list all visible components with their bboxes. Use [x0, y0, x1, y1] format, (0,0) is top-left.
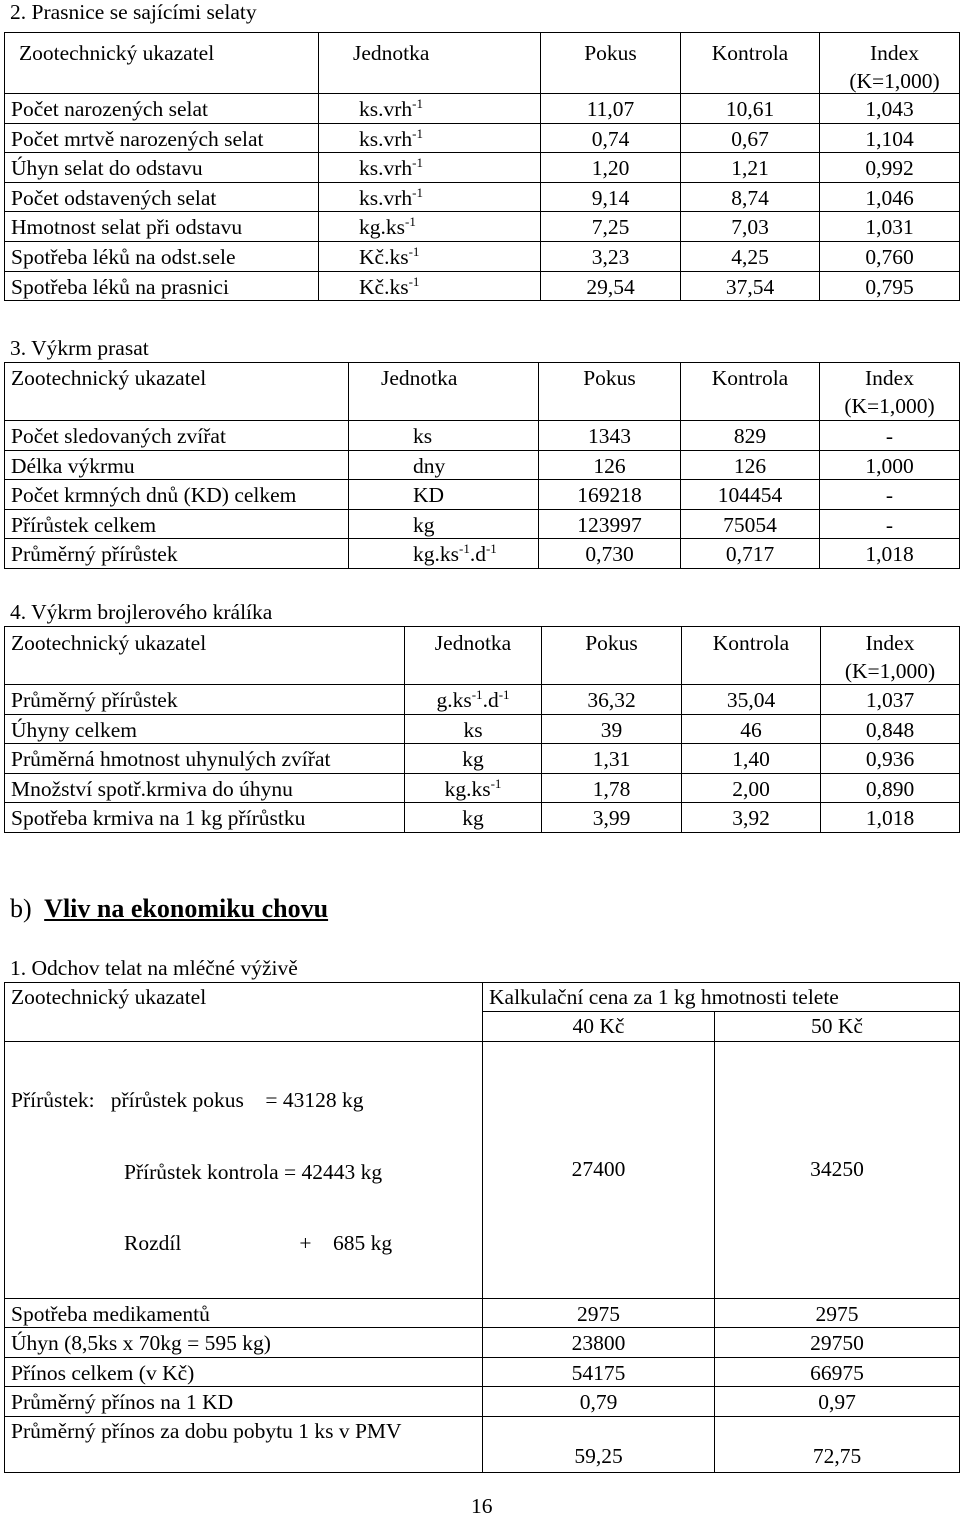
row-unit [405, 803, 542, 833]
row-value: 59,25 [483, 1416, 715, 1472]
section-b-title: Vliv na ekonomiku chovu [44, 894, 329, 923]
price-header: 50 Kč [715, 1012, 960, 1042]
section-heading: 4. Výkrm brojlerového králíka [10, 600, 273, 624]
row-pokus: 169218 [539, 480, 681, 510]
row-label: Průměrný přírůstek [5, 685, 405, 715]
row-pokus: 1343 [539, 421, 681, 451]
row-kontrola: 10,61 [681, 94, 820, 124]
row-value: 2975 [715, 1298, 960, 1328]
row-unit [349, 480, 539, 510]
row-kontrola: 2,00 [682, 773, 821, 803]
row-index: 0,992 [820, 153, 960, 183]
row-label: Průměrný přínos na 1 KD [5, 1387, 483, 1417]
col-header: Pokus [541, 33, 681, 94]
row-unit [319, 94, 541, 124]
row-pokus: 29,54 [541, 271, 681, 301]
row-kontrola: 35,04 [682, 685, 821, 715]
table-row [5, 773, 960, 803]
unit-exponent: -1 [490, 775, 502, 791]
row-label: Průměrný přírůstek [5, 539, 349, 569]
unit-text: ks.vrh [359, 156, 413, 181]
table-row [5, 1328, 960, 1358]
row-label: Počet mrtvě narozených selat [5, 123, 319, 153]
row-kontrola: 104454 [681, 480, 820, 510]
table-row [5, 241, 960, 271]
table-row [5, 1298, 960, 1328]
row-unit [319, 153, 541, 183]
table-row [5, 1357, 960, 1387]
row-index: 0,848 [821, 714, 960, 744]
page-number: 16 [471, 1494, 493, 1518]
section-heading: 1. Odchov telat na mléčné výživě [10, 956, 298, 980]
row-label: Spotřeba krmiva na 1 kg přírůstku [5, 803, 405, 833]
unit-exponent: -1 [459, 541, 470, 557]
unit-exponent: -1 [408, 273, 420, 289]
row-kontrola: 75054 [681, 509, 820, 539]
table-row [5, 480, 960, 510]
row-index: 0,795 [820, 271, 960, 301]
col-header: Index (K=1,000) [820, 33, 960, 94]
row-index: 1,018 [820, 539, 960, 569]
table-header-row [5, 363, 960, 421]
row-unit [349, 421, 539, 451]
row-label: Spotřeba léků na prasnici [5, 271, 319, 301]
unit-text: ks [463, 717, 483, 742]
unit-text: ks.vrh [359, 185, 413, 210]
row-unit [349, 509, 539, 539]
unit-text: kg [413, 512, 435, 537]
unit-text: KD [413, 483, 445, 508]
row-pokus: 1,20 [541, 153, 681, 183]
table-header-row [5, 627, 960, 685]
row-kontrola: 8,74 [681, 182, 820, 212]
unit-exponent: -1 [412, 125, 423, 141]
section-b-prefix: b) [10, 894, 32, 923]
row-label: Počet krmných dnů (KD) celkem [5, 480, 349, 510]
table-row [5, 212, 960, 242]
row-label: Spotřeba léků na odst.sele [5, 241, 319, 271]
unit-exponent: -1 [412, 96, 423, 111]
table-header-row [5, 983, 960, 1012]
unit-exponent: -1 [405, 214, 416, 230]
row-unit [319, 271, 541, 301]
table-row [5, 509, 960, 539]
row-pokus: 126 [539, 450, 681, 480]
row-index: - [820, 509, 960, 539]
row-value: 2975 [483, 1298, 715, 1328]
row-label: Průměrný přínos za dobu pobytu 1 ks v PMV [5, 1416, 483, 1472]
table-row [5, 271, 960, 301]
table-row [5, 1416, 960, 1472]
row-index: 1,043 [820, 94, 960, 124]
unit-exponent: -1 [412, 184, 423, 200]
row-index: 1,046 [820, 182, 960, 212]
row-unit [319, 241, 541, 271]
row-kontrola: 37,54 [681, 271, 820, 301]
row-pokus: 7,25 [541, 212, 681, 242]
unit-text: kg.ks [413, 542, 459, 567]
row-pokus: 39 [542, 714, 682, 744]
row-label: Počet narozených selat [5, 94, 319, 124]
row-value: 23800 [483, 1328, 715, 1358]
row-value: 72,75 [715, 1416, 960, 1472]
col-header: Zootechnický ukazatel [5, 627, 405, 685]
col-header: Jednotka [319, 33, 541, 94]
row-index: - [820, 421, 960, 451]
row-unit [319, 182, 541, 212]
row-label: Přínos celkem (v Kč) [5, 1357, 483, 1387]
table-row [5, 450, 960, 480]
col-header: Kontrola [682, 627, 821, 685]
table-row [5, 714, 960, 744]
row-value: 29750 [715, 1328, 960, 1358]
col-header-price: Kalkulační cena za 1 kg hmotnosti telete [483, 983, 960, 1012]
table-rabbit [4, 626, 960, 833]
row-label: Úhyny celkem [5, 714, 405, 744]
unit-text: g.ks [436, 688, 472, 712]
table-row [5, 153, 960, 183]
section-heading: 3. Výkrm prasat [10, 336, 149, 360]
col-header: Zootechnický ukazatel [5, 33, 319, 94]
row-index: 0,936 [821, 744, 960, 774]
price-header: 40 Kč [483, 1012, 715, 1042]
row-kontrola: 126 [681, 450, 820, 480]
table-row [5, 94, 960, 124]
row-value: 0,79 [483, 1387, 715, 1417]
row-pokus: 1,78 [542, 773, 682, 803]
row-pokus: 123997 [539, 509, 681, 539]
unit-text: kg [462, 806, 484, 831]
row-pokus: 0,730 [539, 539, 681, 569]
row-kontrola: 3,92 [682, 803, 821, 833]
prirustek-line: Přírůstek: přírůstek pokus = 43128 kg [11, 1088, 364, 1112]
prirustek-line: Přírůstek kontrola = 42443 kg [124, 1159, 383, 1184]
row-unit [405, 714, 542, 744]
row-kontrola: 1,21 [681, 153, 820, 183]
row-unit [405, 744, 542, 774]
row-unit [405, 773, 542, 803]
table-row [5, 182, 960, 212]
unit-text: .d [469, 542, 486, 567]
row-label [5, 1042, 483, 1299]
col-header: Pokus [542, 627, 682, 685]
row-pokus: 3,23 [541, 241, 681, 271]
row-label: Délka výkrmu [5, 450, 349, 480]
row-kontrola: 46 [682, 714, 821, 744]
prirustek-line: Rozdíl + 685 kg [124, 1231, 393, 1255]
row-value: 0,97 [715, 1387, 960, 1417]
unit-exponent: -1 [498, 687, 510, 702]
row-label: Počet sledovaných zvířat [5, 421, 349, 451]
table-header-row [5, 33, 960, 94]
table-row [5, 744, 960, 774]
unit-text: ks [413, 424, 433, 448]
row-value: 34250 [715, 1042, 960, 1299]
row-pokus: 1,31 [542, 744, 682, 774]
section-b-heading [10, 896, 328, 922]
row-label: Úhyn (8,5ks x 70kg = 595 kg) [5, 1328, 483, 1358]
row-unit [405, 685, 542, 715]
row-value: 27400 [483, 1042, 715, 1299]
row-pokus: 9,14 [541, 182, 681, 212]
table-row [5, 1042, 960, 1299]
unit-text: ks.vrh [359, 97, 413, 121]
table-row [5, 123, 960, 153]
row-kontrola: 0,717 [681, 539, 820, 569]
unit-exponent: -1 [408, 243, 420, 259]
row-kontrola: 0,67 [681, 123, 820, 153]
row-index: 1,104 [820, 123, 960, 153]
row-pokus: 3,99 [542, 803, 682, 833]
row-pokus: 0,74 [541, 123, 681, 153]
row-index: 0,890 [821, 773, 960, 803]
row-unit [349, 539, 539, 569]
unit-exponent: -1 [412, 155, 423, 171]
col-header: Jednotka [405, 627, 542, 685]
table-row [5, 421, 960, 451]
unit-text: kg.ks [444, 776, 491, 801]
row-kontrola: 4,25 [681, 241, 820, 271]
row-label: Hmotnost selat při odstavu [5, 212, 319, 242]
row-value: 66975 [715, 1357, 960, 1387]
col-header: Jednotka [349, 363, 539, 421]
row-kontrola: 7,03 [681, 212, 820, 242]
unit-text: Kč.ks [359, 274, 409, 299]
unit-exponent: -1 [485, 541, 497, 557]
row-label: Počet odstavených selat [5, 182, 319, 212]
table-sows [4, 32, 960, 301]
row-label: Průměrná hmotnost uhynulých zvířat [5, 744, 405, 774]
row-unit [349, 450, 539, 480]
col-header: Index (K=1,000) [821, 627, 960, 685]
row-unit [319, 212, 541, 242]
section-heading: 2. Prasnice se sajícími selaty [10, 0, 257, 24]
row-pokus: 11,07 [541, 94, 681, 124]
row-kontrola: 1,40 [682, 744, 821, 774]
unit-text: dny [413, 453, 446, 478]
unit-text: kg [462, 747, 484, 772]
unit-text: ks.vrh [359, 126, 413, 151]
row-label: Přírůstek celkem [5, 509, 349, 539]
row-index: 1,018 [821, 803, 960, 833]
col-header: Kontrola [681, 363, 820, 421]
col-header: Pokus [539, 363, 681, 421]
col-header: Index (K=1,000) [820, 363, 960, 421]
row-kontrola: 829 [681, 421, 820, 451]
table-fattening [4, 362, 960, 569]
row-value: 54175 [483, 1357, 715, 1387]
row-pokus: 36,32 [542, 685, 682, 715]
col-header: Zootechnický ukazatel [5, 983, 483, 1042]
row-unit [319, 123, 541, 153]
table-calves-economy [4, 982, 960, 1473]
unit-text: .d [482, 688, 499, 712]
row-label: Úhyn selat do odstavu [5, 153, 319, 183]
unit-text: Kč.ks [359, 244, 409, 269]
row-index: 1,000 [820, 450, 960, 480]
col-header: Zootechnický ukazatel [5, 363, 349, 421]
unit-exponent: -1 [471, 687, 483, 702]
table-row [5, 539, 960, 569]
row-index: 1,037 [821, 685, 960, 715]
row-label: Množství spotř.krmiva do úhynu [5, 773, 405, 803]
row-index: - [820, 480, 960, 510]
row-index: 0,760 [820, 241, 960, 271]
table-row [5, 1387, 960, 1417]
col-header: Kontrola [681, 33, 820, 94]
row-index: 1,031 [820, 212, 960, 242]
table-row [5, 685, 960, 715]
table-row [5, 803, 960, 833]
unit-text: kg.ks [359, 215, 405, 240]
row-label: Spotřeba medikamentů [5, 1298, 483, 1328]
